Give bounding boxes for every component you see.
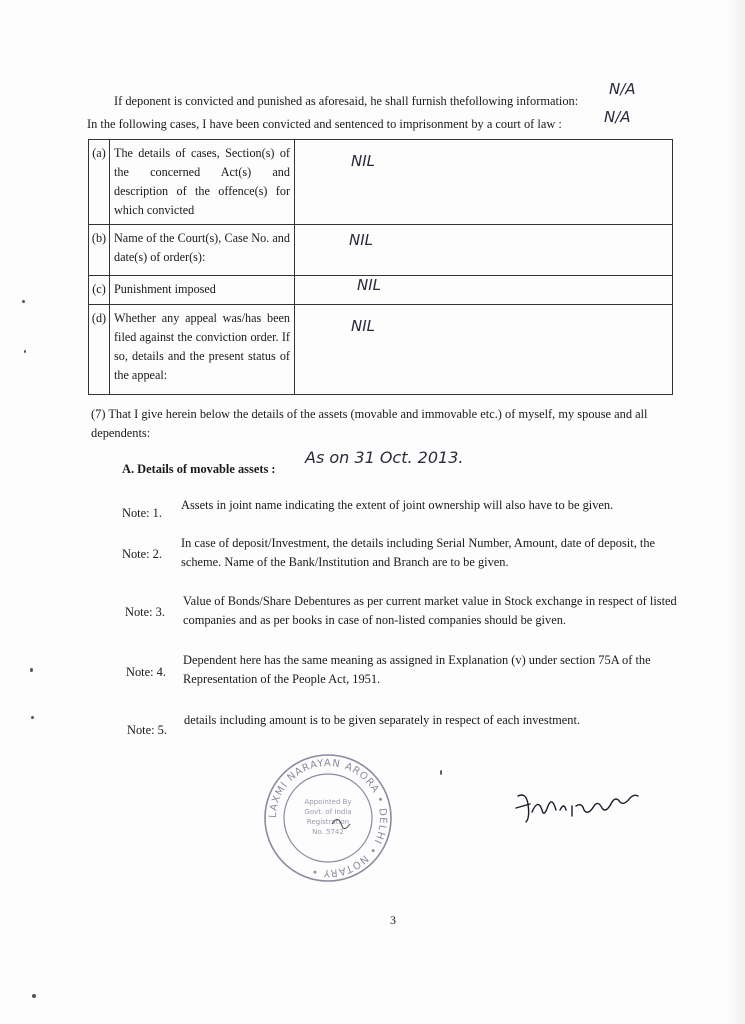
note-4-label: Note: 4. [126, 665, 166, 679]
note-1-text: Assets in joint name indicating the extent of joint ownership will also have to be given. [181, 498, 614, 512]
row-label: (c) [89, 276, 110, 305]
note-3-label: Note: 3. [125, 605, 165, 619]
row-label: (a) [89, 140, 110, 225]
conviction-line-1: If deponent is convicted and punished as aforesaid, he shall furnish thefollowing information: [114, 94, 579, 108]
handwritten-value: NIL [351, 152, 376, 170]
scan-speck [30, 668, 33, 672]
table-row [89, 140, 673, 225]
row-description: Punishment imposed [110, 276, 295, 305]
row-value-cell [295, 140, 673, 225]
table-row [89, 276, 673, 305]
table-row [89, 305, 673, 395]
note-5-label: Note: 5. [127, 723, 167, 737]
handwritten-as-on-date: As on 31 Oct. 2013. [305, 448, 464, 467]
scan-speck [440, 770, 442, 775]
handwritten-value: NIL [357, 276, 382, 294]
assets-paragraph-line-1: (7) That I give herein below the details of the assets (movable and immovable etc.) of myself, my spouse and all [91, 407, 648, 421]
handwritten-value: NIL [351, 317, 376, 335]
conviction-details-table [88, 139, 673, 395]
assets-paragraph-line-2: dependents: [91, 426, 151, 440]
page-number: 3 [390, 913, 396, 927]
signature [512, 782, 662, 832]
conviction-line-2: In the following cases, I have been convicted and sentenced to imprisonment by a court of law : [87, 117, 562, 131]
row-label: (b) [89, 225, 110, 276]
handwritten-na-1: N/A [609, 80, 636, 98]
row-description: Whether any appeal was/has been filed against the conviction order. If so, details and the present status of the appeal: [110, 305, 295, 395]
svg-text:No. 5742: No. 5742 [312, 828, 344, 836]
movable-assets-heading: A. Details of movable assets : [122, 462, 276, 476]
svg-text:Registration: Registration [306, 818, 350, 826]
svg-text:LAXMI NARAYAN ARORA • DELHI •: LAXMI NARAYAN ARORA • DELHI • NOTARY • [267, 757, 389, 879]
page-edge-shadow [727, 0, 745, 1024]
row-value-cell [295, 225, 673, 276]
note-4-text: Dependent here has the same meaning as assigned in Explanation (v) under section 75A of the Representation of the People Act, 1951. [183, 653, 651, 686]
scan-speck [32, 994, 36, 998]
notary-seal [262, 752, 394, 884]
row-value-cell [295, 305, 673, 395]
note-3-text: Value of Bonds/Share Debentures as per current market value in Stock exchange in respect of listed companies and as per books in case of non-listed companies should be given. [183, 594, 677, 627]
handwritten-na-2: N/A [604, 108, 631, 126]
scan-speck [22, 300, 25, 303]
handwritten-value: NIL [349, 231, 374, 249]
svg-text:Appointed By: Appointed By [304, 798, 352, 806]
note-2-label: Note: 2. [122, 547, 162, 561]
row-description: The details of cases, Section(s) of the concerned Act(s) and description of the offence(s) for which convicted [110, 140, 295, 225]
scan-speck [24, 350, 26, 353]
note-5-text: details including amount is to be given separately in respect of each investment. [184, 713, 581, 727]
table-row [89, 225, 673, 276]
note-1-label: Note: 1. [122, 506, 162, 520]
row-description: Name of the Court(s), Case No. and date(s) of order(s): [110, 225, 295, 276]
row-value-cell [295, 276, 673, 305]
row-label: (d) [89, 305, 110, 395]
scan-speck [31, 716, 34, 719]
note-2-text: In case of deposit/Investment, the details including Serial Number, Amount, date of deposit, the scheme. Name of the Bank/Institution and Branch are to be given. [181, 536, 656, 569]
svg-text:Govt. of India: Govt. of India [304, 808, 352, 816]
